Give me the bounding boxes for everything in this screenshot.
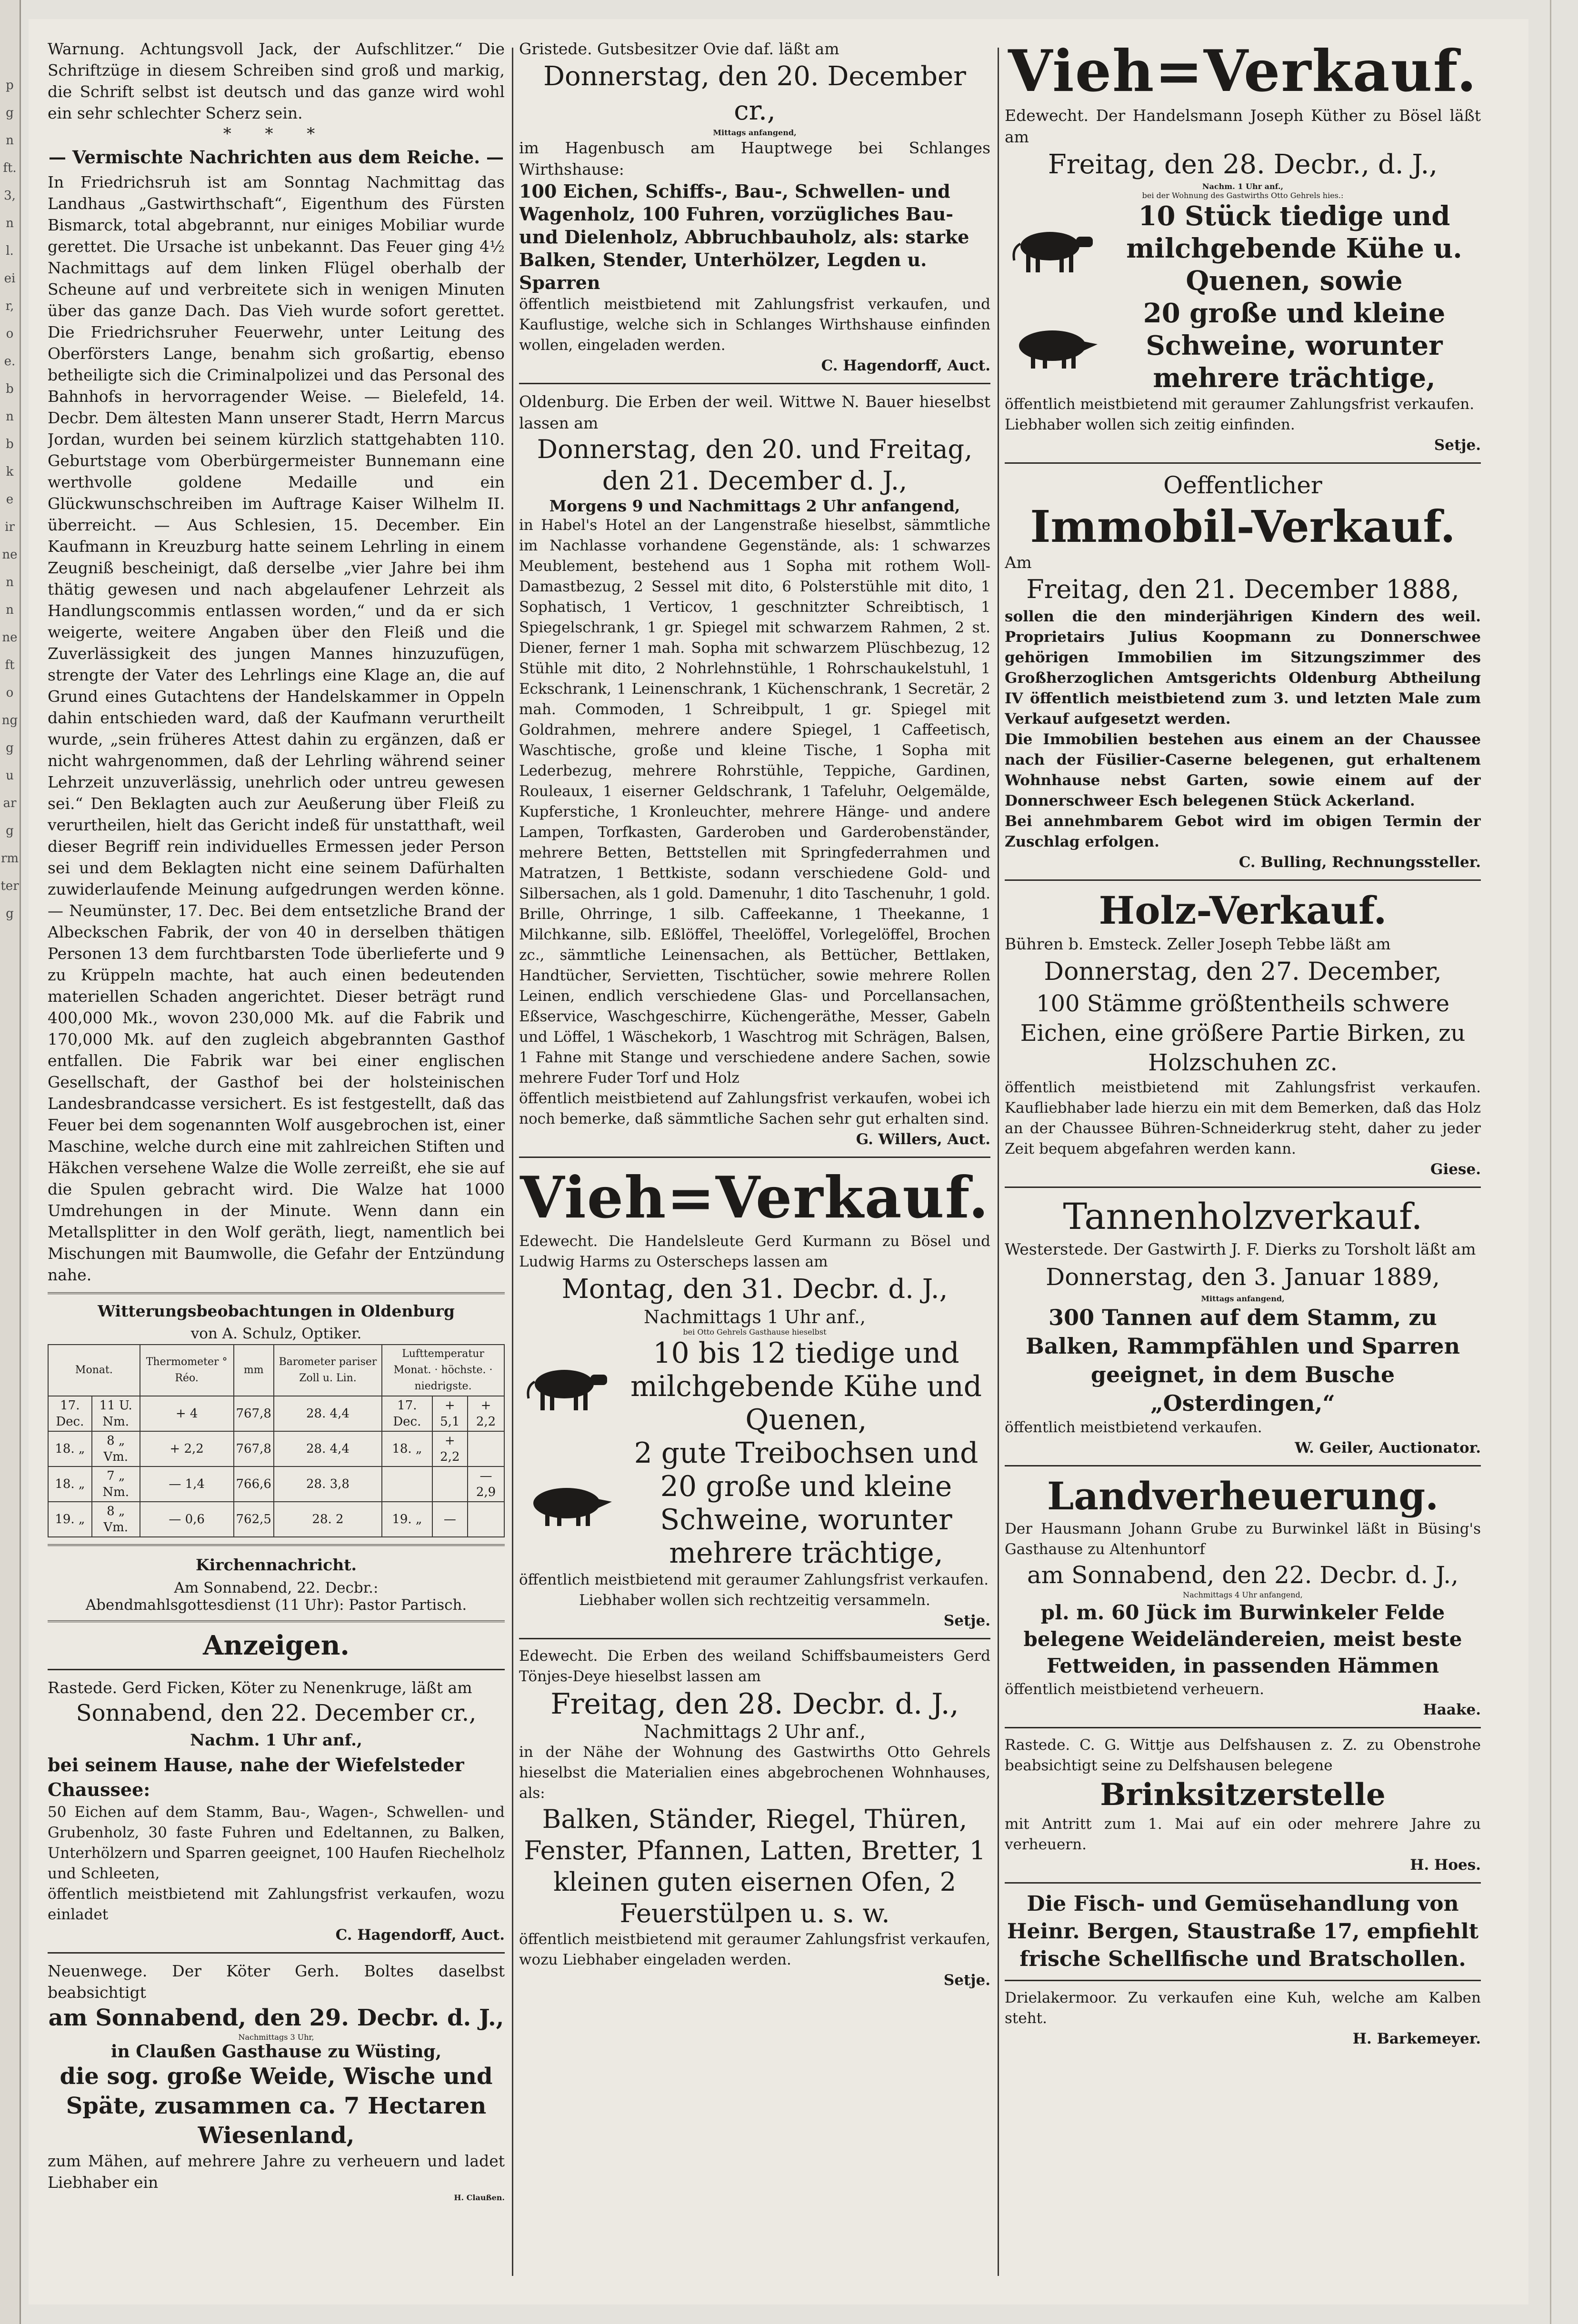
weather-cell <box>468 1431 504 1466</box>
strip-fragment: 3, <box>4 189 16 203</box>
strip-fragment: ne <box>2 548 18 562</box>
ad-place: im Hagenbusch am Hauptwege bei Schlanges Wirthshause: <box>519 139 990 179</box>
ad-items: 50 Eichen auf dem Stamm, Bau-, Wagen-, Schwellen- und Grubenholz, 30 faste Fuhren und Edeltannen, zu Balken, Unterhölzern und Sparren geeignet, 100 Haufen Riechelholz und Schleeten, <box>48 1804 505 1882</box>
divider <box>1005 1465 1481 1466</box>
ad-time: Nachm. 1 Uhr anf., <box>190 1731 362 1750</box>
ad-date: Donnerstag, den 27. December, <box>1044 958 1442 986</box>
weather-row <box>48 1466 504 1502</box>
ad-place: in der Nähe der Wohnung des Gastwirths Otto Gehrels hieselbst die Materialien eines abgebrochenen Wohnhauses, als: <box>519 1744 990 1802</box>
weather-cell: 767,8 <box>234 1431 274 1466</box>
ad-title: Vieh=Verkauf. <box>1008 38 1478 105</box>
ad-head: Edewecht. Die Erben des weiland Schiffsbaumeisters Gerd Tönjes-Deye hieselbst lassen am <box>519 1647 990 1685</box>
ad-tail: mit Antritt zum 1. Mai auf ein oder mehrere Jahre zu verheuern. <box>1005 1815 1481 1853</box>
ad-tail: zum Mähen, auf mehrere Jahre zu verheuern und ladet Liebhaber ein <box>48 2152 505 2192</box>
ad-items: 100 Stämme größtentheils schwere Eichen, eine größere Partie Birken, zu Holzschuhen zc. <box>1020 990 1466 1076</box>
strip-fragment: g <box>6 824 14 838</box>
ad-body: Die Immobilien bestehen aus einem an der Chaussee nach der Füsilier-Caserne belegenen, gut erhaltenem Wohnhause nebst Garten, sowie einem auf der Donnerschweer Esch belegenen Stück Ackerland. <box>1005 731 1481 809</box>
strip-fragment: g <box>6 106 14 120</box>
weather-row <box>48 1502 504 1537</box>
weather-cell: 17. Dec. <box>48 1396 92 1431</box>
strip-fragment: ar <box>3 796 17 810</box>
weather-cell: 766,6 <box>234 1466 274 1502</box>
ad-place: bei Otto Gehrels Gasthause hieselbst <box>683 1327 827 1337</box>
ad-date: Freitag, den 28. Decbr. d. J., <box>550 1687 959 1721</box>
news-text: In Friedrichsruh ist am Sonntag Nachmittag das Landhaus „Gastwirthschaft“, Eigenthum des Fürsten Bismarck, total abgebrannt, nur einiges Mobiliar wurde gerettet. Die Ursache ist unbekannt. Das Feuer ging 4½ Nachmittags auf dem linken Flügel oberhalb der Scheune auf und verbreitete sich in wenigen Minuten über das ganze Dach. Das Vieh wurde sofort gerettet. Die Friedrichsruher Feuerwehr, unter Leitung des Oberförsters Lange, benahm sich großartig, ebenso betheiligte sich die Criminalpolizei und das Personal des Bahnhofs in hervorragender Weise. — Bielefeld, 14. Decbr. Dem ältesten Mann unserer Stadt, Herrn Marcus Jordan, wurden bei seinem kürzlich stattgehabten 110. Geburtstage vom Oberbürgermeister Bunnemann eine werthvolle goldene Medaille und ein Glückwunschschreiben im Auftrage Kaiser Wilhelm II. überreicht. — Aus Schlesien, 15. December. Ein Kaufmann in Kreuzburg hatte seinem Lehrling in einem Zeugniß bescheinigt, daß derselbe „vier Jahre bei ihm thätig gewesen und nach abgelaufener Lehrzeit als Handlungscommis entlassen worden,“ und da er sich weigerte, weitere Angaben über den Fleiß und die Zuverlässigkeit des jungen Mannes hinzuzufügen, strengte der Vater des Lehrlings eine Klage an, die auf Grund eines Gutachtens der Handelskammer in Oppeln dahin entschieden ward, daß der Kaufmann verurtheilt wurde, „sein früheres Attest dahin zu ergänzen, daß er nicht wahrgenommen, daß der Lehrling während seiner Lehrzeit unzuverlässig, unehrlich oder untreu gewesen sei.“ Den Beklagten auch zur Aeußerung über Fleiß zu verurtheilen, hielt das Gericht indeß für unstatthaft, weil dieser Begriff rein individuelles Ermessen jeder Person sei und dem Beklagten nicht eine seinem Dafürhalten zuwiderlaufende Meinung aufgedrungen werden könne. — Neumünster, 17. Dec. Bei dem entsetzliche Brand der Albeckschen Fabrik, der von 40 in derselben thätigen Personen 13 dem furchtbarsten Tode überlieferte und 9 zu Krüppeln machte, hat auch einen bedeutenden materiellen Schaden angerichtet. Dieser beträgt rund 400,000 Mk., wovon 230,000 Mk. auf die Fabrik und 170,000 Mk. auf den zugleich abgebrannten Gasthof entfallen. Die Fabrik war bei einer englischen Gesellschaft, der Gasthof bei der holsteinischen Landesbrandcasse versichert. Es ist festgestellt, daß das Feuer bei dem sogenannten Wolf ausgebrochen ist, einer Maschine, welche durch eine mit zahlreichen Stiften und Häkchen versehene Walze die Wolle zerreißt, ehe sie auf die Spulen gebracht wird. Die Walze hat 1000 Umdrehungen in der Minute. Wenn dann ein Metallsplitter in den Wolf geräth, liegt, namentlich bei Mischungen mit Baumwolle, die Gefahr der Entzündung nahe. <box>48 173 505 1284</box>
column-1 <box>48 38 505 2285</box>
strip-fragment: ng <box>1 713 18 728</box>
strip-fragment: n <box>6 575 14 589</box>
ad-date: Donnerstag, den 20. December cr., <box>543 61 966 126</box>
ad-time: Mittags anfangend, <box>1201 1294 1285 1303</box>
pig-row <box>1005 297 1481 394</box>
church-service: Abendmahlsgottesdienst (11 Uhr): Pastor Partisch. <box>85 1596 467 1614</box>
strip-fragment: ne <box>2 630 18 645</box>
strip-fragment: rm <box>0 851 19 866</box>
ad-signature: H. Hoes. <box>1410 1856 1481 1874</box>
ad-head: Edewecht. Die Handelsleute Gerd Kurmann zu Bösel und Ludwig Harms zu Osterscheps lassen am <box>519 1233 990 1270</box>
adjacent-page-strip <box>0 0 21 2324</box>
weather-th: höchste. <box>441 1364 486 1376</box>
ad-items: pl. m. 60 Jück im Burwinkeler Felde belegene Weideländereien, meist beste Fettweiden, in passenden Hämmen <box>1023 1601 1462 1677</box>
church-title: Kirchennachricht. <box>196 1556 357 1574</box>
ad-head: Rastede. Gerd Ficken, Köter zu Nenenkruge, läßt am <box>48 1678 472 1697</box>
intro-paragraph: Warnung. Achtungsvoll Jack, der Aufschlitzer.“ Die Schriftzüge in diesem Schreiben sind groß und markig, die Schrift selbst ist deutsch und das ganze wird wohl ein sehr schlechter Scherz sein. <box>48 40 505 122</box>
divider <box>1005 462 1481 464</box>
strip-fragment: e <box>6 492 14 507</box>
weather-group-label: Lufttemperatur <box>402 1348 484 1360</box>
weather-cell: — 1,4 <box>140 1466 234 1502</box>
divider <box>48 1292 505 1294</box>
cow-icon <box>1005 220 1100 277</box>
news-section-title: — Vermischte Nachrichten aus dem Reiche. — <box>49 147 504 168</box>
ad-tail: öffentlich meistbietend mit Zahlungsfrist verkaufen, und Kauflustige, welche sich in Schlanges Wirthshause einfinden wollen, eingeladen werden. <box>519 296 990 354</box>
weather-cell: 19. „ <box>48 1502 92 1537</box>
ad-body: in Habel's Hotel an der Langenstraße hieselbst, sämmtliche im Nachlasse vorhandene Gegenstände, als: 1 schwarzes Meublement, bestehend aus 1 Sopha mit rothem Woll-Damastbezug, 2 Sessel mit dito, 6 Polsterstühle mit dito, 1 Sophatisch, 1 Verticov, 1 geschnitzter Schreibtisch, 1 Spiegelschrank, 1 gr. Spiegel mit schwarzem Rahmen, 2 st. Diener, ferner 1 mah. Sopha mit schwarzem Plüschbezug, 12 Stühle mit dito, 2 Nohrlehnstühle, 1 Rohrschaukelstuhl, 1 Eckschrank, 1 Leinenschrank, 1 Küchenschrank, 1 Secretär, 2 mah. Commoden, 1 Schreibpult, 1 gr. Spiegel mit Goldrahmen, mehrere andere Spiegel, 1 Caffeetisch, Waschtische, große und kleine Tische, 1 Sopha mit Lederbezug, mehrere Rohrstühle, Teppiche, Gardinen, Rouleaux, 1 eiserner Geldschrank, 1 Tafeluhr, Oelgemälde, Kupferstiche, 1 Kronleuchter, mehrere Hänge- und andere Lampen, Torfkasten, Garderoben und Garderobenständer, mehrere Betten, Bettstellen mit Springfederrahmen und Matratzen, 1 Bettkiste, sodann verschiedene Gold- und Silbersachen, als 1 gold. Damenuhr, 1 dito Taschenuhr, 1 gold. Brille, Ohrringe, 1 silb. Caffeekanne, 1 Theekanne, 1 Milchkanne, silb. Eßlöffel, Theelöffel, Vorlegelöffel, Brochen zc., sämmtliche Leinensachen, als Bettücher, Bettlaken, Handtücher, Servietten, Tischtücher, sowie mehrere Rollen Leinen, endlich verschiedene Glas- und Porcellansachen, Eßservice, Waschgeschirre, Küchengeräthe, Messer, Gabeln und Löffel, 1 Wäschekorb, 1 Waschtrog mit Schrägen, Balsen, 1 Fahne mit Stange und verschiedene andere Sachen, sowie mehrere Fuder Torf und Holz <box>519 517 990 1087</box>
ad-signature: C. Hagendorff, Auct. <box>821 357 990 374</box>
strip-fragment: o <box>6 686 14 700</box>
strip-fragment: n <box>6 216 14 230</box>
pig-row <box>519 1436 990 1570</box>
ad-signature: H. Barkemeyer. <box>1352 2030 1481 2047</box>
weather-cell: 18. „ <box>48 1466 92 1502</box>
weather-th: mm <box>234 1345 274 1396</box>
weather-cell: 28. 3,8 <box>274 1466 382 1502</box>
ad-head: Gristede. Gutsbesitzer Ovie daf. läßt am <box>519 40 839 58</box>
ad-tail: Liebhaber wollen sich zeitig einfinden. <box>1005 416 1295 433</box>
ad-tail: öffentlich meistbietend mit Zahlungsfrist verkaufen, wozu einladet <box>48 1885 505 1923</box>
weather-row <box>48 1431 504 1466</box>
weather-cell <box>468 1502 504 1537</box>
ad-title: Immobil-Verkauf. <box>1030 501 1456 552</box>
weather-row <box>48 1396 504 1431</box>
weather-cell: + 2,2 <box>140 1431 234 1466</box>
ad-pigs: 2 gute Treibochsen und 20 große und kleine Schweine, worunter mehrere trächtige, <box>634 1436 979 1570</box>
divider <box>48 1952 505 1954</box>
ad-signature: Setje. <box>1434 437 1481 454</box>
ad-signature: Giese. <box>1430 1161 1481 1178</box>
ad-head: Der Hausmann Johann Grube zu Burwinkel läßt in Büsing's Gasthause zu Altenhuntorf <box>1005 1520 1481 1558</box>
divider <box>519 383 990 384</box>
weather-th: Monat. <box>393 1364 431 1376</box>
strip-fragment: n <box>6 603 14 617</box>
ad-title: Holz-Verkauf. <box>1099 888 1387 933</box>
ad-items: Balken, Ständer, Riegel, Thüren, Fenster, Pfannen, Latten, Bretter, 1 kleinen guten eisernen Ofen, 2 Feuerstülpen u. s. w. <box>524 1804 986 1928</box>
ad-signature: G. Willers, Auct. <box>856 1131 990 1148</box>
weather-cell: — 2,9 <box>468 1466 504 1502</box>
ad-time: Nachmittags 4 Uhr anfangend, <box>1183 1590 1303 1599</box>
ad-body: Die Fisch- und Gemüsehandlung von Heinr. Bergen, Staustraße 17, empfiehlt frische Schellfische und Bratschollen. <box>1007 1892 1479 1971</box>
section-asterisks: * * * <box>223 124 330 143</box>
weather-cell: 767,8 <box>234 1396 274 1431</box>
weather-cell: 11 U. Nm. <box>92 1396 140 1431</box>
divider <box>519 1638 990 1639</box>
weather-cell: 28. 4,4 <box>274 1396 382 1431</box>
strip-fragment: p <box>6 78 14 92</box>
ad-head: Bühren b. Emsteck. Zeller Joseph Tebbe läßt am <box>1005 935 1391 953</box>
strip-fragment: b <box>6 382 14 396</box>
ad-signature: W. Geiler, Auctionator. <box>1295 1439 1481 1456</box>
weather-cell: 8 „ Vm. <box>92 1431 140 1466</box>
weather-th-group: Lufttemperatur Monat. · höchste. · niedrigste. <box>382 1345 504 1396</box>
strip-fragment: g <box>6 907 14 921</box>
weather-th: Thermometer ° Réo. <box>140 1345 234 1396</box>
weather-th: niedrigste. <box>414 1380 472 1392</box>
ad-body: sollen die den minderjährigen Kindern des weil. Proprietairs Julius Koopmann zu Donnerschwee gehörigen Immobilien im Sitzungszimmer des Großherzoglichen Amtsgerichts Oldenburg Abtheilung IV öffentlich meistbietend zum 3. und letzten Male zum Verkauf aufgesetzt werden. <box>1005 608 1481 728</box>
ad-tail: Liebhaber wollen sich rechtzeitig versammeln. <box>579 1592 930 1609</box>
strip-fragment: ir <box>5 520 15 534</box>
divider <box>1005 1187 1481 1188</box>
pig-icon <box>1005 319 1100 372</box>
ad-signature: H. Claußen. <box>454 2193 505 2202</box>
strip-fragment: n <box>6 409 14 424</box>
weather-cell: 19. „ <box>382 1502 432 1537</box>
ad-time: Nachmittags 3 Uhr, <box>238 2033 314 2042</box>
cow-icon <box>519 1358 614 1415</box>
ad-signature: Setje. <box>943 1612 990 1629</box>
strip-fragment: r, <box>5 299 14 313</box>
weather-cell: — <box>432 1502 468 1537</box>
strip-fragment: e. <box>4 354 16 369</box>
weather-cell: + 2,2 <box>432 1431 468 1466</box>
weather-table <box>48 1344 505 1537</box>
ad-title: Tannenholzverkauf. <box>1063 1195 1423 1237</box>
ad-tail: öffentlich meistbietend mit geraumer Zahlungsfrist verkaufen, wozu Liebhaber eingeladen werden. <box>519 1931 990 1968</box>
ad-time: Nachm. 1 Uhr anf., <box>1202 182 1284 191</box>
ad-signature: Setje. <box>943 1972 990 1989</box>
ad-tail: öffentlich meistbietend mit geraumer Zahlungsfrist verkaufen. <box>1005 396 1475 413</box>
strip-fragment: n <box>6 133 14 148</box>
ad-body: Bei annehmbarem Gebot wird im obigen Termin der Zuschlag erfolgen. <box>1005 813 1481 850</box>
weather-cell: 18. „ <box>48 1431 92 1466</box>
ad-pigs: 20 große und kleine Schweine, worunter mehrere trächtige, <box>1143 298 1446 394</box>
ad-time: Morgens 9 und Nachmittags 2 Uhr anfangend, <box>549 497 960 515</box>
strip-fragment: g <box>6 741 14 755</box>
ad-am: Am <box>1005 553 1032 572</box>
ad-place: bei der Wohnung des Gastwirths Otto Gehrels hies.: <box>1142 191 1344 200</box>
ad-time: Nachmittags 1 Uhr anf., <box>644 1307 866 1327</box>
strip-fragment: k <box>6 465 14 479</box>
ad-place: bei seinem Hause, nahe der Wiefelsteder Chaussee: <box>48 1754 464 1800</box>
weather-cell: — 0,6 <box>140 1502 234 1537</box>
divider <box>1005 879 1481 881</box>
ad-items: 300 Tannen auf dem Stamm, zu Balken, Rammpfählen und Sparren geeignet, in dem Busche „Osterdingen,“ <box>1025 1305 1460 1416</box>
weather-cell <box>432 1466 468 1502</box>
weather-th: Monat. <box>48 1345 140 1396</box>
ad-head: Edewecht. Der Handelsmann Joseph Küther zu Bösel läßt am <box>1005 106 1481 146</box>
strip-fragment: ft. <box>3 161 17 175</box>
weather-cell: 28. 2 <box>274 1502 382 1537</box>
strip-fragment: b <box>6 437 14 451</box>
weather-cell <box>382 1466 432 1502</box>
divider <box>1005 1980 1481 1981</box>
divider <box>48 1620 505 1622</box>
ad-head: Rastede. C. G. Wittje aus Delfshausen z. Z. zu Obenstrohe beabsichtigt seine zu Delfshausen belegene <box>1005 1736 1481 1774</box>
ad-head: Oldenburg. Die Erben der weil. Wittwe N. Bauer hieselbst lassen am <box>519 392 990 432</box>
weather-cell: 7 „ Nm. <box>92 1466 140 1502</box>
ad-head: Neuenwege. Der Köter Gerh. Boltes daselbst beabsichtigt <box>48 1962 505 2002</box>
cattle-row <box>519 1337 990 1436</box>
weather-title: Witterungsbeobachtungen in Oldenburg <box>98 1302 455 1320</box>
weather-cell: 762,5 <box>234 1502 274 1537</box>
ad-place: in Claußen Gasthause zu Wüsting, <box>110 2042 442 2062</box>
weather-cell: 18. „ <box>382 1431 432 1466</box>
ad-items: die sog. große Weide, Wische und Späte, zusammen ca. 7 Hectaren Wiesenland, <box>60 2063 493 2149</box>
cattle-row <box>1005 200 1481 297</box>
strip-fragment: ter <box>0 879 19 893</box>
weather-cell: 8 „ Vm. <box>92 1502 140 1537</box>
divider <box>48 1669 505 1670</box>
ad-title: Vieh=Verkauf. <box>520 1164 989 1231</box>
ad-title: Brinksitzerstelle <box>1100 1777 1386 1813</box>
ad-time: Mittags anfangend, <box>713 128 797 137</box>
ad-date: Freitag, den 28. Decbr., d. J., <box>1048 149 1438 180</box>
weather-cell: 17. Dec. <box>382 1396 432 1431</box>
weather-th: Barometer pariser Zoll u. Lin. <box>274 1345 382 1396</box>
ad-date: Sonnabend, den 22. December cr., <box>76 1700 477 1726</box>
ad-date: Freitag, den 21. December 1888, <box>1026 574 1459 604</box>
strip-fragment: l. <box>6 244 14 258</box>
ad-signature: Haake. <box>1423 1701 1481 1718</box>
ad-date: am Sonnabend, den 22. Decbr. d. J., <box>1027 1561 1458 1589</box>
weather-cell: + 5,1 <box>432 1396 468 1431</box>
ad-tail: öffentlich meistbietend mit Zahlungsfrist verkaufen. Kaufliebhaber lade hierzu ein mit dem Bemerken, daß das Holz an der Chaussee Bühren-Schneiderkrug steht, daher zu jeder Zeit bequem abgefahren werden kann. <box>1005 1079 1481 1157</box>
ad-tail: öffentlich meistbietend verheuern. <box>1005 1681 1264 1698</box>
ad-time: Nachmittags 2 Uhr anf., <box>644 1721 866 1742</box>
ad-cows: 10 bis 12 tiedige und milchgebende Kühe und Quenen, <box>630 1337 982 1436</box>
ad-tail: öffentlich meistbietend auf Zahlungsfrist verkaufen, wobei ich noch bemerke, daß sämmtliche Sachen sehr gut erhalten sind. <box>519 1090 990 1127</box>
weather-subtitle: von A. Schulz, Optiker. <box>190 1325 362 1342</box>
divider <box>519 1157 990 1158</box>
column-rule-2 <box>998 48 999 2276</box>
ad-cows: 10 Stück tiedige und milchgebende Kühe u. Quenen, sowie <box>1126 200 1462 297</box>
ad-pretitle: Oeffentlicher <box>1163 471 1322 499</box>
ad-date: Donnerstag, den 20. und Freitag, den 21. December d. J., <box>537 434 973 496</box>
strip-fragment: u <box>6 768 14 783</box>
column-2 <box>519 38 990 2285</box>
divider <box>1005 1727 1481 1728</box>
ad-signature: C. Hagendorff, Auct. <box>335 1926 505 1944</box>
ad-title: Landverheuerung. <box>1047 1474 1439 1518</box>
anzeigen-title: Anzeigen. <box>203 1630 350 1661</box>
ad-items: 100 Eichen, Schiffs-, Bau-, Schwellen- und Wagenholz, 100 Fuhren, vorzügliches Bau- und Dielenholz, Abbruchbauholz, als: starke Balken, Stender, Unterhölzer, Legden u. Sparren <box>519 180 969 293</box>
ad-date: Donnerstag, den 3. Januar 1889, <box>1046 1263 1440 1291</box>
divider <box>1005 1882 1481 1884</box>
divider <box>48 1544 505 1546</box>
column-3 <box>1005 38 1481 2285</box>
ad-signature: C. Bulling, Rechnungssteller. <box>1238 854 1481 871</box>
weather-cell: 28. 4,4 <box>274 1431 382 1466</box>
column-rule-1 <box>512 48 513 2276</box>
ad-tail: öffentlich meistbietend mit geraumer Zahlungsfrist verkaufen. <box>519 1571 989 1588</box>
weather-cell: + 4 <box>140 1396 234 1431</box>
pig-icon <box>519 1477 614 1529</box>
ad-body: Drielakermoor. Zu verkaufen eine Kuh, welche am Kalben steht. <box>1005 1989 1481 2027</box>
strip-fragment: ft <box>5 658 15 672</box>
strip-fragment: o <box>6 327 14 341</box>
ad-date: Montag, den 31. Decbr. d. J., <box>561 1274 948 1305</box>
ad-date: am Sonnabend, den 29. Decbr. d. J., <box>48 2005 504 2031</box>
weather-cell: + 2,2 <box>468 1396 504 1431</box>
ad-head: Westerstede. Der Gastwirth J. F. Dierks zu Torsholt läßt am <box>1005 1240 1476 1258</box>
church-date: Am Sonnabend, 22. Decbr.: <box>174 1579 379 1596</box>
page-edge <box>1550 0 1551 2324</box>
ad-tail: öffentlich meistbietend verkaufen. <box>1005 1419 1262 1436</box>
strip-fragment: ei <box>4 271 16 286</box>
